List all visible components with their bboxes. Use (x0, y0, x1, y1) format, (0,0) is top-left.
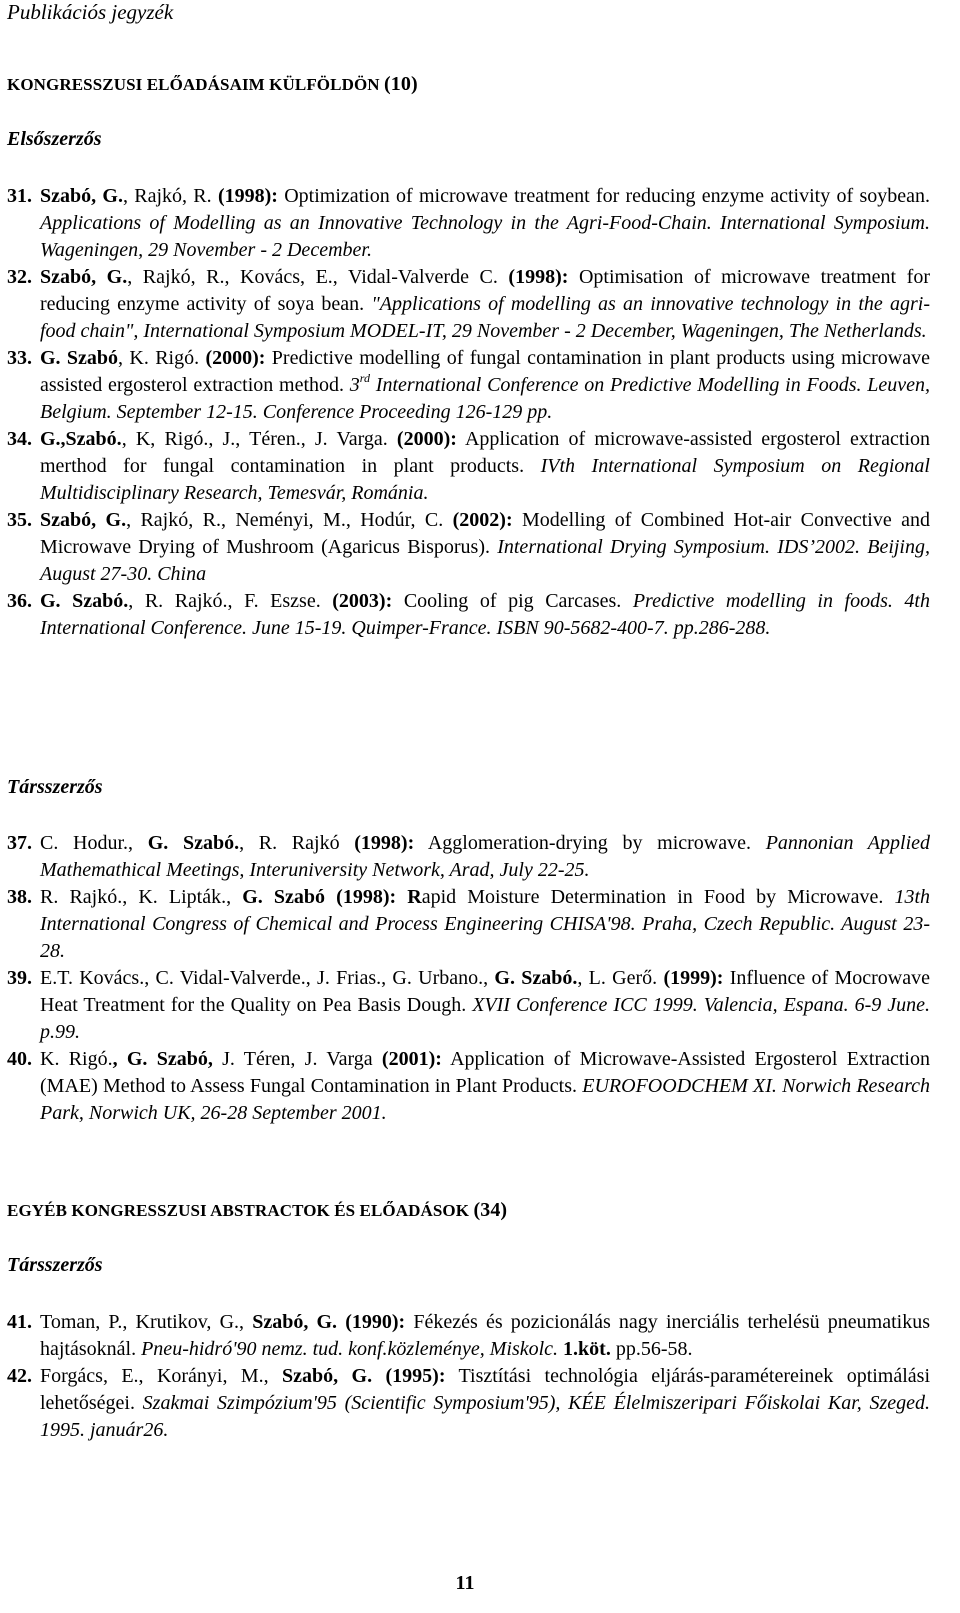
venue: EUROFOODCHEM XI. Norwich Research Park, Norwich UK, 26-28 September 2001. (40, 1075, 930, 1124)
list-item (7, 426, 930, 507)
authors: E.T. Kovács., C. Vidal-Valverde., J. Frias., G. Urbano., (40, 967, 495, 989)
title: Application of microwave-assisted ergosterol extraction merthod for fungal contamination in plant products. (40, 428, 930, 477)
entry-number: 31. (7, 185, 32, 207)
title: Application of Microwave-Assisted Ergosterol Extraction (MAE) Method to Assess Fungal Contamination in Plant Products. (40, 1048, 930, 1097)
authors-rest: J. Téren, J. Varga (212, 1048, 382, 1070)
author-highlight: G. Szabó. (147, 832, 240, 854)
venue: Pneu-hidró'90 nemz. tud. konf.közleménye, Miskolc. (141, 1338, 559, 1360)
author-highlight: Szabó, G. (252, 1311, 338, 1333)
year: (2003): (332, 590, 393, 612)
author-highlight: Szabó, G. (40, 185, 123, 207)
author-highlight: , G. Szabó, (112, 1048, 213, 1070)
authors: R. Rajkó., K. Lipták., (40, 886, 243, 908)
section-title-text: EGYÉB KONGRESSZUSI ABSTRACTOK ÉS ELŐADÁSOK (7, 1201, 470, 1220)
title: Modelling of Combined Hot-air Convective and Microwave Drying of Mushroom (Agaricus Bisporus). (40, 509, 930, 558)
year: (1998): (336, 886, 397, 908)
authors: , K. Rigó. (118, 347, 206, 369)
venue: Szakmai Szimpózium'95 (Scientific Symposium'95), KÉE Élelmiszeripari Főiskolai Kar, Szeged. 1995. január26. (40, 1392, 930, 1441)
venue: "Applications of modelling as an innovative technology in the agri-food chain", International Symposium MODEL-IT, 29 November - 2 December, Wageningen, The Netherlands. (40, 293, 931, 342)
venue: International Drying Symposium. IDS’2002. Beijing, August 27-30. China (40, 536, 930, 585)
page-number: 11 (455, 1572, 475, 1594)
venue: Pannonian Applied Mathemathical Meetings, Interuniversity Network, Arad, July 22-25. (40, 832, 931, 881)
title: Influence of Mocrowave Heat Treatment for the Quality on Pea Basis Dough. (40, 967, 931, 1016)
authors: , Rajkó, R., Kovács, E., Vidal-Valverde C. (127, 266, 509, 288)
authors-rest (337, 1311, 345, 1333)
publication-list-first-author (7, 183, 930, 642)
title: apid Moisture Determination in Food by Microwave. (421, 886, 895, 908)
entry-number: 34. (7, 428, 32, 450)
authors: , K, Rigó., J., Téren., J. Varga. (121, 428, 397, 450)
entry-number: 42. (7, 1365, 32, 1387)
year: (1995): (385, 1365, 446, 1387)
authors: Forgács, E., Korányi, M., (40, 1365, 283, 1387)
list-item (7, 507, 930, 588)
year: (2001): (381, 1048, 442, 1070)
year: (1998): (354, 832, 415, 854)
year: (1998): (508, 266, 569, 288)
authors-rest: , R. Rajkó (239, 832, 355, 854)
list-item (7, 884, 930, 965)
section-title-foreign-talks (7, 73, 418, 96)
venue: IVth International Symposium on Regional Multidisciplinary Research, Temesvár, Románia. (40, 455, 930, 504)
title: Optimization of microwave treatment for reducing enzyme activity of soybean. (277, 185, 930, 207)
section-count: (34) (473, 1199, 508, 1221)
subheading-co-author-2: Társszerzős (7, 1254, 103, 1276)
title-initial: R (396, 886, 422, 908)
authors: , Rajkó, R. (122, 185, 218, 207)
authors-rest (325, 886, 336, 908)
title: Optimisation of microwave treatment for reducing enzyme activity of soya bean. (40, 266, 930, 315)
author-highlight: Szabó, G. (282, 1365, 373, 1387)
year: (2000): (396, 428, 457, 450)
venue-superscript: rd (359, 371, 371, 385)
year: (1998): (217, 185, 278, 207)
title: Agglomeration-drying by microwave. (414, 832, 766, 854)
venue: 3 (349, 374, 360, 396)
entry-number: 32. (7, 266, 32, 288)
entry-number: 38. (7, 886, 32, 908)
year: (1990): (345, 1311, 406, 1333)
venue-continued: International Conference on Predictive Modelling in Foods. Leuven, Belgium. September 12-15. Conference Proceeding 126-129 pp. (40, 374, 930, 423)
author-highlight: G. Szabó. (40, 590, 129, 612)
entry-number: 37. (7, 832, 32, 854)
authors: C. Hodur., (40, 832, 148, 854)
volume: 1.köt. (558, 1338, 611, 1360)
author-highlight: G. Szabó. (494, 967, 578, 989)
venue: Predictive modelling in foods. 4th International Conference. June 15-19. Quimper-France. ISBN 90-5682-400-7. pp.286-288. (40, 590, 930, 639)
entry-number: 35. (7, 509, 32, 531)
authors: Toman, P., Krutikov, G., (40, 1311, 253, 1333)
list-item (7, 264, 930, 345)
list-item (7, 830, 930, 884)
authors-rest: , L. Gerő. (577, 967, 664, 989)
authors: , R. Rajkó., F. Eszse. (128, 590, 333, 612)
title: Cooling of pig Carcases. (392, 590, 633, 612)
entry-number: 36. (7, 590, 32, 612)
list-item (7, 183, 930, 264)
title: Fékezés és pozicionálás nagy inerciális terhelésü pneumatikus hajtásoknál. (40, 1311, 931, 1360)
subheading-co-author: Társszerzős (7, 776, 103, 798)
list-item (7, 1046, 930, 1127)
year: (2002): (452, 509, 513, 531)
list-item (7, 965, 930, 1046)
author-highlight: Szabó, G. (40, 266, 128, 288)
authors: K. Rigó. (40, 1048, 113, 1070)
author-highlight: Szabó, G. (40, 509, 127, 531)
entry-number: 39. (7, 967, 32, 989)
authors: , Rajkó, R., Neményi, M., Hodúr, C. (126, 509, 453, 531)
section-count: (10) (384, 73, 418, 95)
venue: Applications of Modelling as an Innovative Technology in the Agri-Food-Chain. International Symposium. Wageningen, 29 November - 2 December. (40, 212, 930, 261)
title: Tisztítási technológia eljárás-paramétereinek optimálási lehetőségei. (40, 1365, 931, 1414)
year: (2000): (205, 347, 266, 369)
author-highlight: G.,Szabó. (40, 428, 122, 450)
list-item (7, 1363, 930, 1444)
list-item (7, 1309, 930, 1363)
list-item (7, 345, 930, 426)
entry-number: 33. (7, 347, 32, 369)
venue: 13th International Congress of Chemical and Process Engineering CHISA'98. Praha, Czech Republic. August 23-28. (40, 886, 931, 962)
author-highlight: G. Szabó (40, 347, 119, 369)
section-title-other-abstracts (7, 1199, 507, 1222)
entry-number: 41. (7, 1311, 32, 1333)
title: Predictive modelling of fungal contamination in plant products using microwave assisted ergosterol extraction method. (40, 347, 931, 396)
entry-number: 40. (7, 1048, 32, 1070)
venue: XVII Conference ICC 1999. Valencia, Espana. 6-9 June. p.99. (40, 994, 930, 1043)
running-header: Publikációs jegyzék (7, 0, 174, 24)
publication-list-co-author (7, 830, 930, 1127)
year: (1999): (663, 967, 724, 989)
author-highlight: G. Szabó (242, 886, 326, 908)
publication-list-abstracts (7, 1309, 930, 1444)
section-title-text: KONGRESSZUSI ELŐADÁSAIM KÜLFÖLDÖN (7, 75, 380, 94)
authors-rest (372, 1365, 385, 1387)
pages: pp.56-58. (610, 1338, 693, 1360)
list-item (7, 588, 930, 642)
subheading-first-author: Elsőszerzős (7, 128, 102, 150)
